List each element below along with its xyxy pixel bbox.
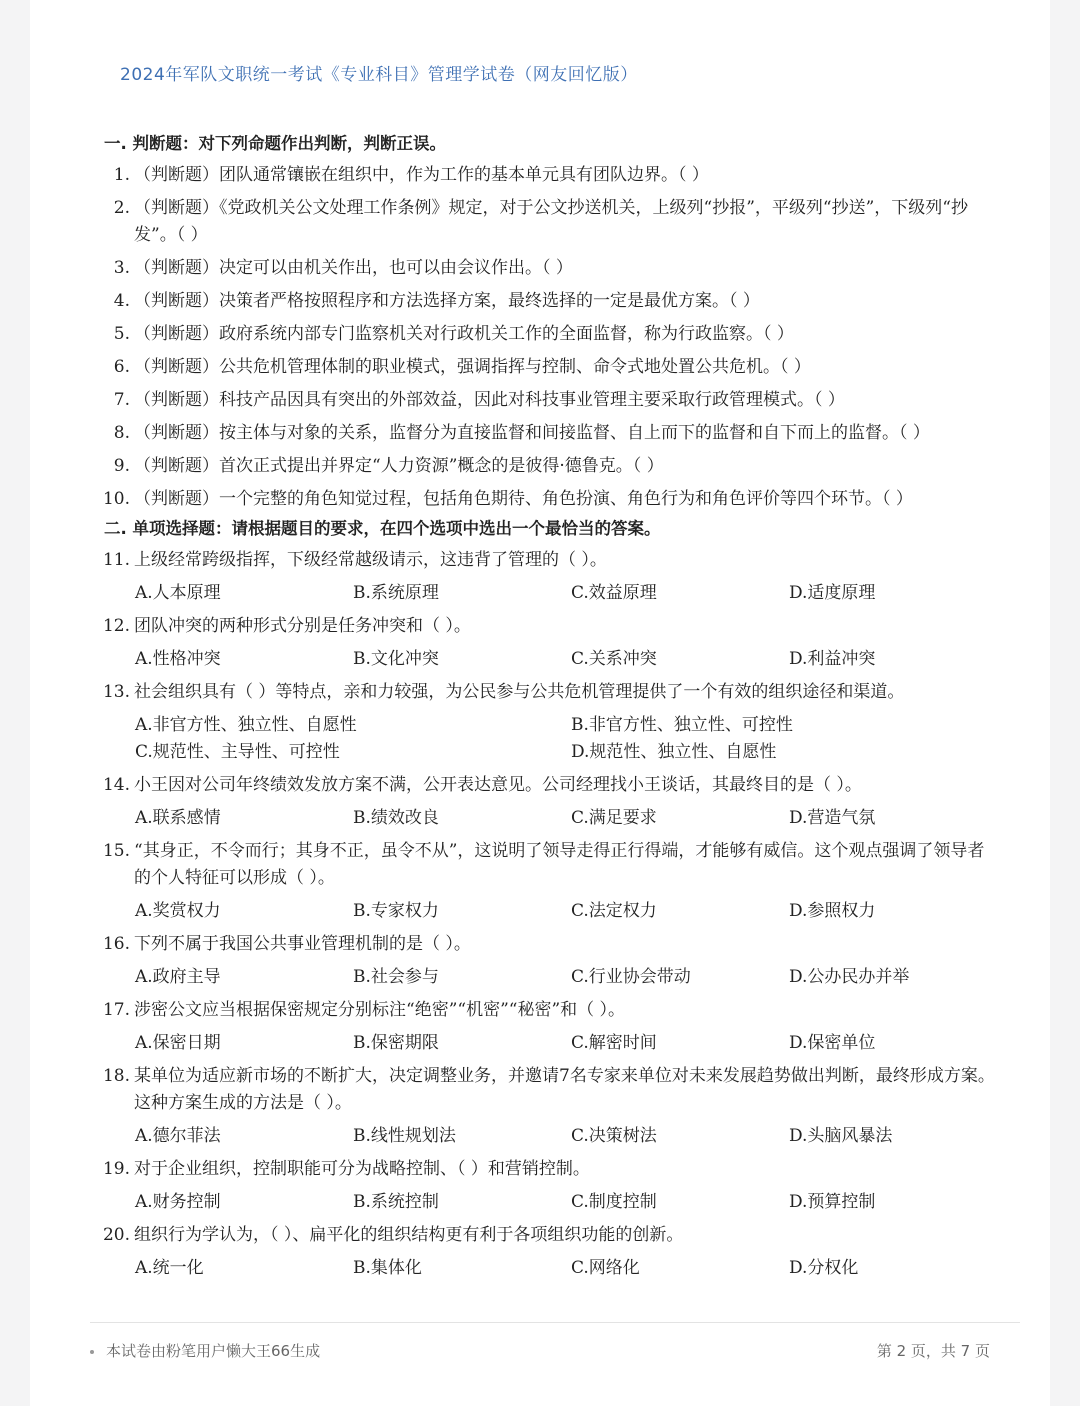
question-number: 17. bbox=[102, 1000, 130, 1020]
judgment-question bbox=[80, 453, 1000, 480]
option-c: C.决策树法 bbox=[571, 1126, 657, 1146]
option-d: D.分权化 bbox=[789, 1258, 859, 1278]
question-number: 18. bbox=[102, 1066, 130, 1086]
footer-divider bbox=[90, 1322, 1020, 1323]
question-number: 14. bbox=[102, 775, 130, 795]
option-a: A.统一化 bbox=[135, 1258, 204, 1278]
judgment-list bbox=[80, 162, 1000, 513]
option-c: C.制度控制 bbox=[571, 1192, 657, 1212]
question-text: （判断题）科技产品因具有突出的外部效益，因此对科技事业管理主要采取行政管理模式。（ ） bbox=[134, 390, 845, 410]
judgment-question bbox=[80, 387, 1000, 414]
option-b: B.保密期限 bbox=[353, 1033, 439, 1053]
question-text: （判断题）公共危机管理体制的职业模式，强调指挥与控制、命令式地处置公共危机。（ ） bbox=[134, 357, 811, 377]
option-a: A.人本原理 bbox=[135, 583, 221, 603]
option-b: B.线性规划法 bbox=[353, 1126, 456, 1146]
option-b: B.系统原理 bbox=[353, 583, 439, 603]
option-a: A.性格冲突 bbox=[135, 649, 221, 669]
option-d: D.参照权力 bbox=[789, 901, 876, 921]
option-b: B.绩效改良 bbox=[353, 808, 439, 828]
option-b: B.集体化 bbox=[353, 1258, 422, 1278]
footer-note bbox=[90, 1340, 320, 1361]
judgment-question bbox=[80, 288, 1000, 315]
document-page bbox=[30, 0, 1050, 1406]
option-b: B.社会参与 bbox=[353, 967, 439, 987]
question-number: 9. bbox=[113, 456, 130, 476]
option-group bbox=[80, 1189, 1000, 1216]
option-group bbox=[80, 1123, 1000, 1150]
choice-question bbox=[80, 931, 1000, 958]
judgment-question bbox=[80, 420, 1000, 447]
question-number: 3. bbox=[113, 258, 130, 278]
option-group bbox=[80, 964, 1000, 991]
choice-question bbox=[80, 1063, 1000, 1117]
option-c: C.网络化 bbox=[571, 1258, 640, 1278]
option-d: D.营造气氛 bbox=[789, 808, 876, 828]
question-text: 某单位为适应新市场的不断扩大，决定调整业务，并邀请7名专家来单位对未来发展趋势做出判断，最终形成方案。这种方案生成的方法是（ ）。 bbox=[134, 1066, 995, 1113]
question-text: （判断题）政府系统内部专门监察机关对行政机关工作的全面监督，称为行政监察。（ ） bbox=[134, 324, 794, 344]
option-a: A.联系感情 bbox=[135, 808, 221, 828]
option-a: A.财务控制 bbox=[135, 1192, 221, 1212]
question-number: 16. bbox=[102, 934, 130, 954]
option-group bbox=[80, 1030, 1000, 1057]
option-c: C.满足要求 bbox=[571, 808, 657, 828]
question-number: 12. bbox=[102, 616, 130, 636]
question-text: 小王因对公司年终绩效发放方案不满，公开表达意见。公司经理找小王谈话，其最终目的是（ ）。 bbox=[134, 775, 862, 795]
question-number: 15. bbox=[102, 841, 130, 861]
option-d: D.适度原理 bbox=[789, 583, 876, 603]
choice-question bbox=[80, 1156, 1000, 1183]
question-text: （判断题）首次正式提出并界定“人力资源”概念的是彼得·德鲁克。（ ） bbox=[134, 456, 664, 476]
section-heading-choice: 二. 单项选择题：请根据题目的要求，在四个选项中选出一个最恰当的答案。 bbox=[104, 519, 661, 538]
option-a: A.非官方性、独立性、自愿性 bbox=[135, 715, 357, 735]
option-b: B.文化冲突 bbox=[353, 649, 439, 669]
option-c: C.法定权力 bbox=[571, 901, 657, 921]
judgment-question bbox=[80, 321, 1000, 348]
choice-question bbox=[80, 679, 1000, 706]
option-group bbox=[80, 646, 1000, 673]
question-number: 8. bbox=[113, 423, 130, 443]
question-text: （判断题）决定可以由机关作出，也可以由会议作出。（ ） bbox=[134, 258, 573, 278]
question-number: 2. bbox=[113, 198, 130, 218]
choice-question bbox=[80, 547, 1000, 574]
question-number: 19. bbox=[102, 1159, 130, 1179]
judgment-question bbox=[80, 195, 1000, 249]
option-b: B.系统控制 bbox=[353, 1192, 439, 1212]
page-indicator: 第 2 页，共 7 页 bbox=[876, 1342, 990, 1360]
option-a: A.政府主导 bbox=[135, 967, 221, 987]
option-d: D.头脑风暴法 bbox=[789, 1126, 893, 1146]
question-number: 7. bbox=[113, 390, 130, 410]
question-text: 团队冲突的两种形式分别是任务冲突和（ ）。 bbox=[134, 616, 471, 636]
section-heading-judgment: 一. 判断题：对下列命题作出判断，判断正误。 bbox=[104, 134, 447, 153]
option-d: D.保密单位 bbox=[789, 1033, 876, 1053]
option-c: C.效益原理 bbox=[571, 583, 657, 603]
judgment-question bbox=[80, 486, 1000, 513]
choice-question bbox=[80, 613, 1000, 640]
question-text: （判断题）决策者严格按照程序和方法选择方案，最终选择的一定是最优方案。（ ） bbox=[134, 291, 760, 311]
question-text: 下列不属于我国公共事业管理机制的是（ ）。 bbox=[134, 934, 471, 954]
judgment-question bbox=[80, 354, 1000, 381]
option-group bbox=[80, 898, 1000, 925]
option-d: D.利益冲突 bbox=[789, 649, 876, 669]
option-b: B.非官方性、独立性、可控性 bbox=[571, 715, 793, 735]
option-c: C.行业协会带动 bbox=[571, 967, 691, 987]
option-c: C.关系冲突 bbox=[571, 649, 657, 669]
option-a: A.德尔菲法 bbox=[135, 1126, 221, 1146]
judgment-question bbox=[80, 162, 1000, 189]
option-d: D.公办民办并举 bbox=[789, 967, 910, 987]
question-text: 组织行为学认为，（ ）、扁平化的组织结构更有利于各项组织功能的创新。 bbox=[134, 1225, 684, 1245]
option-a: A.保密日期 bbox=[135, 1033, 221, 1053]
option-c: C.解密时间 bbox=[571, 1033, 657, 1053]
option-d: D.规范性、独立性、自愿性 bbox=[571, 742, 777, 762]
bullet-icon bbox=[90, 1350, 94, 1354]
choice-question bbox=[80, 772, 1000, 799]
question-number: 11. bbox=[102, 550, 130, 570]
option-c: C.规范性、主导性、可控性 bbox=[135, 742, 340, 762]
question-content bbox=[80, 130, 1000, 1288]
question-text: （判断题）团队通常镶嵌在组织中，作为工作的基本单元具有团队边界。（ ） bbox=[134, 165, 709, 185]
option-group bbox=[80, 1255, 1000, 1282]
footer-note-text: 本试卷由粉笔用户懒大王66生成 bbox=[106, 1342, 321, 1360]
question-text: 上级经常跨级指挥，下级经常越级请示，这违背了管理的（ ）。 bbox=[134, 550, 607, 570]
option-group bbox=[80, 580, 1000, 607]
choice-question bbox=[80, 1222, 1000, 1249]
option-group bbox=[80, 805, 1000, 832]
question-number: 1. bbox=[113, 165, 130, 185]
question-text: 涉密公文应当根据保密规定分别标注“绝密”“机密”“秘密”和（ ）。 bbox=[134, 1000, 626, 1020]
option-b: B.专家权力 bbox=[353, 901, 439, 921]
question-text: （判断题）按主体与对象的关系，监督分为直接监督和间接监督、自上而下的监督和自下而上的监督。（ ） bbox=[134, 423, 930, 443]
choice-question bbox=[80, 838, 1000, 892]
question-number: 10. bbox=[102, 489, 130, 509]
judgment-question bbox=[80, 255, 1000, 282]
option-a: A.奖赏权力 bbox=[135, 901, 221, 921]
option-group bbox=[80, 712, 1000, 766]
choice-list bbox=[80, 547, 1000, 1282]
question-number: 13. bbox=[102, 682, 130, 702]
question-text: “其身正，不令而行；其身不正，虽令不从”，这说明了领导走得正行得端，才能够有威信。这个观点强调了领导者的个人特征可以形成（ ）。 bbox=[134, 841, 985, 888]
choice-question bbox=[80, 997, 1000, 1024]
question-number: 6. bbox=[113, 357, 130, 377]
question-text: （判断题）《党政机关公文处理工作条例》规定，对于公文抄送机关，上级列“抄报”，平级列“抄送”，下级列“抄发”。（ ） bbox=[134, 198, 968, 245]
question-number: 4. bbox=[113, 291, 130, 311]
document-title: 2024年军队文职统一考试《专业科目》管理学试卷（网友回忆版） bbox=[120, 65, 638, 85]
question-text: （判断题）一个完整的角色知觉过程，包括角色期待、角色扮演、角色行为和角色评价等四个环节。（ ） bbox=[134, 489, 913, 509]
option-d: D.预算控制 bbox=[789, 1192, 876, 1212]
question-text: 社会组织具有（ ）等特点，亲和力较强，为公民参与公共危机管理提供了一个有效的组织途径和渠道。 bbox=[134, 682, 905, 702]
question-text: 对于企业组织，控制职能可分为战略控制、（ ）和营销控制。 bbox=[134, 1159, 590, 1179]
question-number: 5. bbox=[113, 324, 130, 344]
question-number: 20. bbox=[102, 1225, 130, 1245]
